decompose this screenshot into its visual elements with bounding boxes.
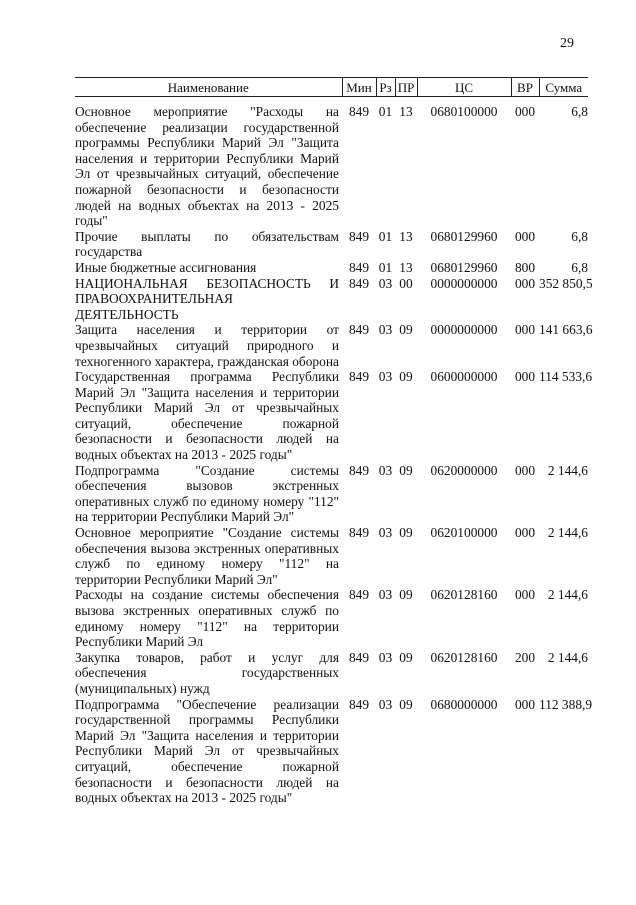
row-rz: 03 bbox=[378, 587, 393, 603]
row-pr: 09 bbox=[399, 369, 413, 385]
row-cs: 0620128160 bbox=[430, 587, 498, 603]
row-name: Защита населения и территории от чрезвычайных ситуаций природного и техногенного характера, гражданская оборона bbox=[75, 322, 339, 369]
row-min: 849 bbox=[348, 649, 370, 665]
row-cs: 0680000000 bbox=[430, 696, 498, 712]
row-rz: 03 bbox=[378, 696, 393, 712]
row-min: 849 bbox=[348, 696, 370, 712]
row-vr: 000 bbox=[514, 322, 536, 338]
table-row bbox=[75, 97, 588, 229]
row-name: Закупка товаров, работ и услуг для обеспечения государственных (муниципальных) нужд bbox=[75, 649, 339, 696]
row-name: Расходы на создание системы обеспечения вызова экстренных оперативных служб по единому номеру "112" на территории Республики Марий Эл bbox=[75, 587, 339, 650]
row-cs: 0000000000 bbox=[430, 322, 498, 338]
row-vr: 000 bbox=[514, 696, 536, 712]
table-row bbox=[75, 587, 588, 649]
row-cs: 0620128160 bbox=[430, 649, 498, 665]
row-vr: 000 bbox=[514, 104, 536, 119]
row-vr: 800 bbox=[514, 259, 536, 275]
row-name: Подпрограмма "Обеспечение реализации государственной программы Республики Марий Эл "Защита населения и территории Республики Марий Эл от чрезвычайных ситуаций, обеспечение пожарной безопасности и безопасности людей на водных объектах на 2013 - 2025 годы" bbox=[75, 696, 339, 806]
row-min: 849 bbox=[348, 322, 370, 338]
table-row bbox=[75, 650, 588, 697]
row-cs: 0620100000 bbox=[430, 525, 498, 541]
row-sum: 114 533,6 bbox=[539, 369, 593, 385]
row-cs: 0000000000 bbox=[430, 275, 498, 291]
row-name: Подпрограмма "Создание системы обеспечения вызовов экстренных оперативных служб по единому номеру "112" на территории Республики Марий Эл" bbox=[75, 462, 339, 525]
table-row bbox=[75, 525, 588, 587]
row-rz: 01 bbox=[378, 228, 393, 244]
header-pr: ПР bbox=[395, 78, 417, 97]
table-row bbox=[75, 260, 588, 276]
row-rz: 03 bbox=[378, 462, 393, 478]
row-pr: 09 bbox=[399, 322, 413, 338]
row-min: 849 bbox=[348, 587, 370, 603]
row-sum: 352 850,5 bbox=[539, 275, 593, 291]
row-sum: 112 388,9 bbox=[539, 696, 593, 712]
row-name: Основное мероприятие "Создание системы обеспечения вызова экстренных оперативных служб по единому номеру "112" на территории Республики Марий Эл" bbox=[75, 525, 339, 587]
row-pr: 13 bbox=[399, 228, 413, 244]
table-row bbox=[75, 369, 588, 463]
row-min: 849 bbox=[348, 104, 370, 119]
row-rz: 03 bbox=[378, 369, 393, 385]
row-min: 849 bbox=[348, 275, 370, 291]
row-rz: 03 bbox=[378, 525, 393, 541]
row-name: НАЦИОНАЛЬНАЯ БЕЗОПАСНОСТЬ И ПРАВООХРАНИТЕЛЬНАЯ ДЕЯТЕЛЬНОСТЬ bbox=[75, 275, 339, 322]
row-cs: 0680129960 bbox=[430, 259, 498, 275]
row-cs: 0620000000 bbox=[430, 462, 498, 478]
row-vr: 000 bbox=[514, 525, 536, 541]
row-pr: 13 bbox=[399, 259, 413, 275]
row-pr: 00 bbox=[399, 275, 413, 291]
table-header-row bbox=[75, 78, 588, 97]
row-pr: 13 bbox=[399, 104, 413, 119]
row-min: 849 bbox=[348, 369, 370, 385]
row-min: 849 bbox=[348, 525, 370, 541]
table-row bbox=[75, 322, 588, 369]
row-vr: 000 bbox=[514, 462, 536, 478]
row-rz: 03 bbox=[378, 322, 393, 338]
row-min: 849 bbox=[348, 259, 370, 275]
header-min: Мин bbox=[342, 78, 376, 97]
row-cs: 0680100000 bbox=[430, 104, 498, 119]
table-row bbox=[75, 276, 588, 323]
row-rz: 03 bbox=[378, 649, 393, 665]
row-vr: 000 bbox=[514, 228, 536, 244]
row-min: 849 bbox=[348, 228, 370, 244]
row-sum: 6,8 bbox=[571, 104, 588, 119]
page-number: 29 bbox=[560, 36, 574, 51]
row-name: Основное мероприятие "Расходы на обеспечение реализации государственной программы Республики Марий Эл "Защита населения и территории Республики Марий Эл от чрезвычайных ситуаций, обеспечение пожарной безопасности и безопасности людей на водных объектах на 2013 - 2025 годы" bbox=[75, 104, 339, 229]
row-name: Государственная программа Республики Марий Эл "Защита населения и территории Республики Марий Эл от чрезвычайных ситуаций, обеспечение пожарной безопасности и безопасности людей на водных объектах на 2013 - 2025 годы" bbox=[75, 369, 339, 463]
header-sum: Сумма bbox=[539, 78, 588, 97]
row-pr: 09 bbox=[399, 525, 413, 541]
row-sum: 2 144,6 bbox=[547, 587, 588, 603]
table-row bbox=[75, 697, 588, 806]
budget-table bbox=[75, 77, 593, 806]
row-rz: 01 bbox=[378, 104, 393, 119]
row-pr: 09 bbox=[399, 649, 413, 665]
row-min: 849 bbox=[348, 462, 370, 478]
row-cs: 0600000000 bbox=[430, 369, 498, 385]
row-sum: 6,8 bbox=[571, 228, 588, 244]
row-name: Иные бюджетные ассигнования bbox=[75, 259, 257, 275]
row-vr: 000 bbox=[514, 587, 536, 603]
row-pr: 09 bbox=[399, 587, 413, 603]
row-cs: 0680129960 bbox=[430, 228, 498, 244]
header-cs: ЦС bbox=[417, 78, 511, 97]
row-sum: 2 144,6 bbox=[547, 649, 588, 665]
row-rz: 03 bbox=[378, 275, 393, 291]
row-name: Прочие выплаты по обязательствам государства bbox=[75, 228, 339, 260]
row-pr: 09 bbox=[399, 462, 413, 478]
row-vr: 000 bbox=[514, 275, 536, 291]
row-rz: 01 bbox=[378, 259, 393, 275]
header-rz: Рз bbox=[376, 78, 395, 97]
row-vr: 200 bbox=[514, 649, 536, 665]
header-vr: ВР bbox=[511, 78, 539, 97]
row-sum: 2 144,6 bbox=[547, 462, 588, 478]
header-name: Наименование bbox=[75, 78, 342, 97]
table-row bbox=[75, 463, 588, 525]
table-row bbox=[75, 229, 588, 260]
row-sum: 141 663,6 bbox=[539, 322, 593, 338]
row-sum: 2 144,6 bbox=[547, 525, 588, 541]
row-sum: 6,8 bbox=[571, 259, 588, 275]
row-vr: 000 bbox=[514, 369, 536, 385]
row-pr: 09 bbox=[399, 696, 413, 712]
